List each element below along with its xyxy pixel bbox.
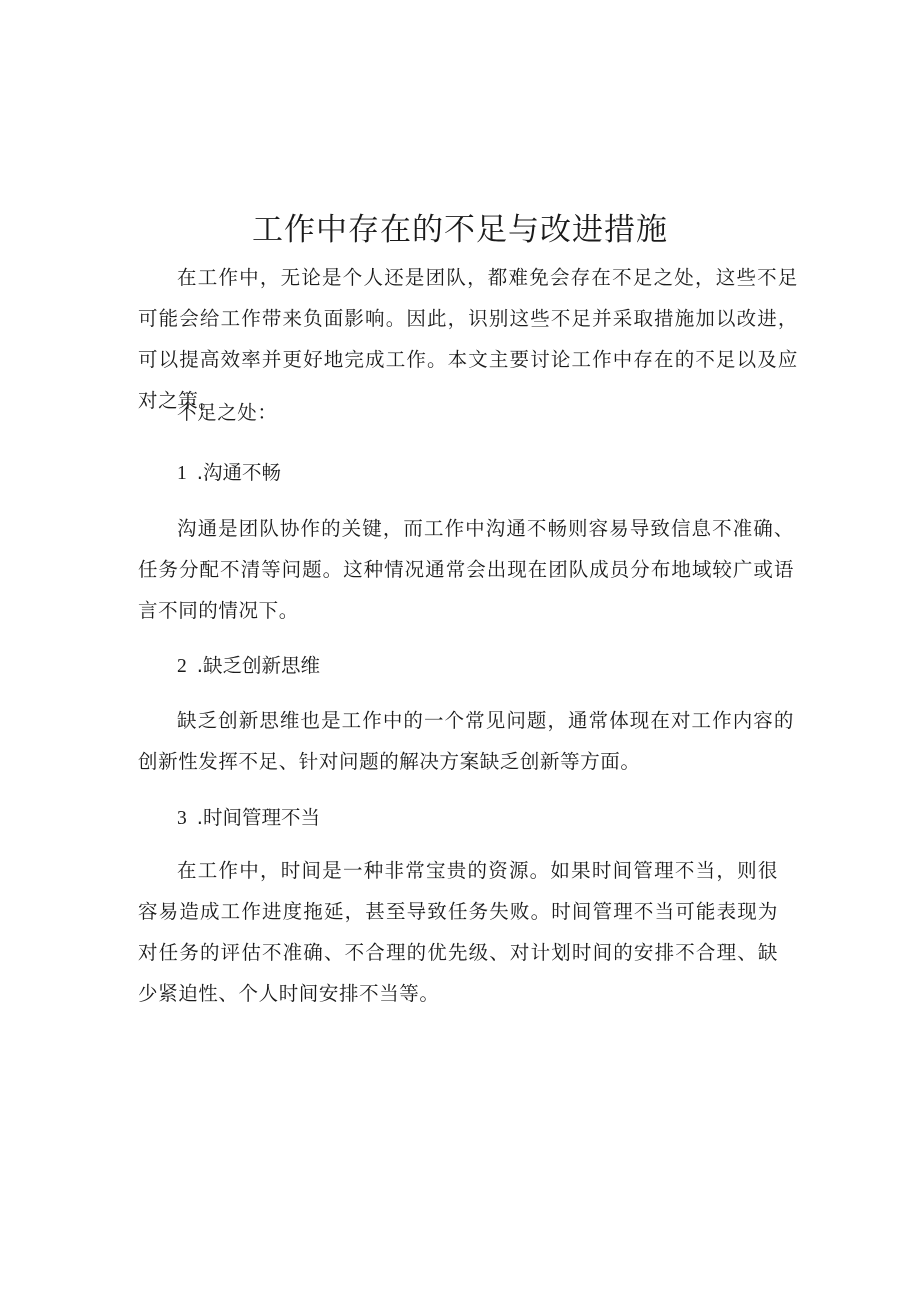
section-title: .缺乏创新思维	[196, 654, 320, 677]
section-heading-communication	[177, 458, 281, 489]
section-heading-time-management	[177, 803, 320, 834]
section-title: .时间管理不当	[196, 806, 320, 829]
section-number: 1	[177, 463, 187, 484]
section-number: 2	[177, 656, 187, 677]
shortcomings-label: 不足之处：	[177, 401, 278, 424]
section-body-time-management: 在工作中，时间是一种非常宝贵的资源。如果时间管理不当，则很容易造成工作进度拖延，甚至导致任务失败。时间管理不当可能表现为对任务的评估不准确、不合理的优先级、对计划时间的安排不合理、缺少紧迫性、个人时间安排不当等。	[138, 859, 778, 1005]
intro-paragraph: 在工作中，无论是个人还是团队，都难免会存在不足之处，这些不足可能会给工作带来负面影响。因此，识别这些不足并采取措施加以改进，可以提高效率并更好地完成工作。本文主要讨论工作中存在的不足以及应对之策。	[138, 266, 798, 412]
section-body-innovation: 缺乏创新思维也是工作中的一个常见问题，通常体现在对工作内容的创新性发挥不足、针对问题的解决方案缺乏创新等方面。	[138, 709, 794, 773]
document-title: 工作中存在的不足与改进措施	[252, 212, 668, 248]
section-number: 3	[177, 808, 187, 829]
section-title: .沟通不畅	[196, 461, 281, 484]
section-body-communication: 沟通是团队协作的关键，而工作中沟通不畅则容易导致信息不准确、任务分配不清等问题。这种情况通常会出现在团队成员分布地域较广或语言不同的情况下。	[138, 517, 794, 622]
section-heading-innovation	[177, 651, 320, 682]
